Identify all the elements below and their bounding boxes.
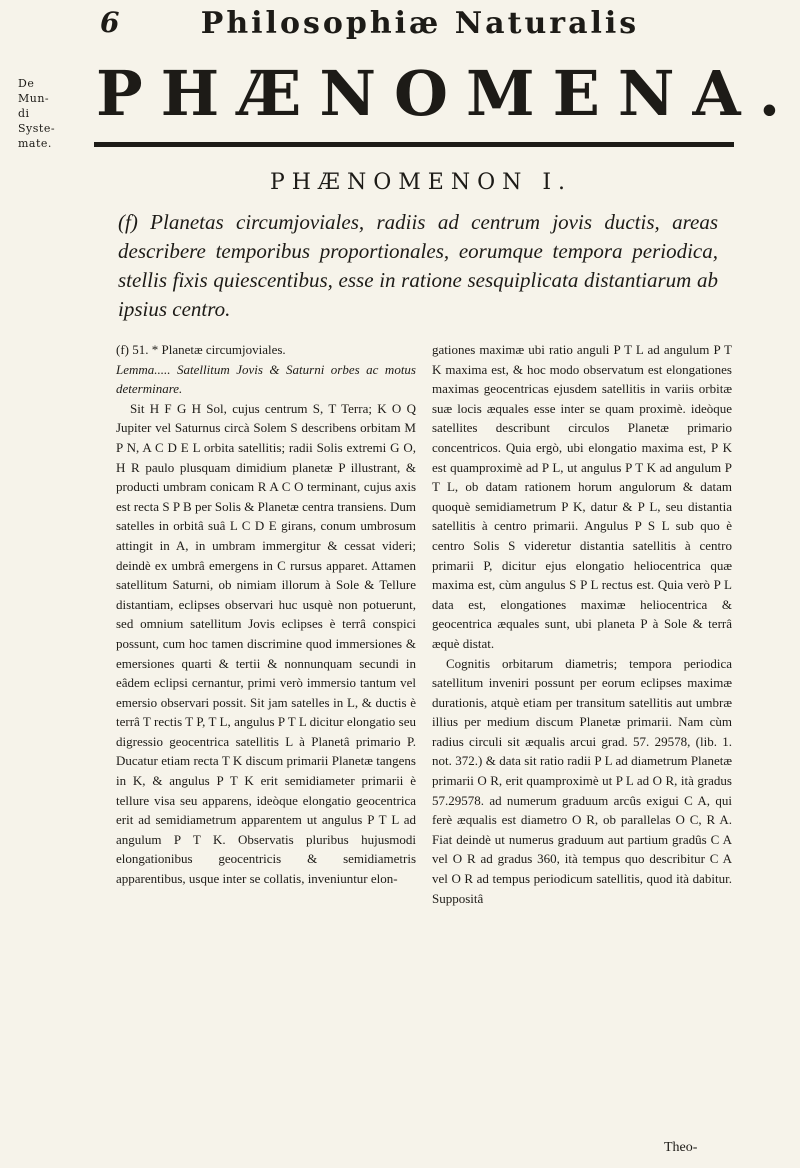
commentary-paragraph: Sit H F G H Sol, cujus centrum S, T Terra; K O Q Jupiter vel Saturnus circà Solem S describens orbitam M P N, A C D E L orbita satellitis; radii Solis extremi G O, H R paulo plusquam dimidium planetæ P illustrant, & producti umbram conicam R A C O terminant, cujus axis est recta S P B per Solis & Planetæ centra transiens. Dum satelles in orbitâ suâ L C D E girans, conum umbrosum attingit in A, in umbram immergitur & cessat videri; deindè ex umbrâ emergens in C rursus apparet. Attamen satellitum Saturni, ob nimiam illorum à Sole & Tellure distantiam, eclipses observari huc usquè non potuerunt, sed omnium satellitum Jovis eclipses è terrâ conspici possunt, cum hoc tamen discrimine quod immersiones & emersiones quarti & tertii & nonnunquam secundi in eâdem eclipsi cernantur, primi verò immersio tantum vel emersio observari possit. Sit jam satelles in L, & ductis è terrâ T rectis T P, T L, angulus P T L dicitur elongatio seu digressio geocentrica satellitis L à Planetâ primario P. Ducatur etiam recta T K discum primarii Planetæ tangens in K, & angulus P T K erit semidiameter primarii è tellure visa seu apparens, ideòque elongatio geocentrica erit ad semidiametrum apparentem ut angulus P T L ad angulum P T K. Observatis pluribus hujusmodi elongationibus geocentricis & semidiametris apparentibus, usque inter se collatis, inveniuntur elon-	[116, 400, 416, 887]
margin-note-line: di Syste-	[18, 107, 56, 135]
proposition-text: (f) Planetas circumjoviales, radiis ad centrum jovis ductis, areas describere temporibus proportionales, eorumque tempora periodica, stellis fixis quiescentibus, esse in ratione sesquiplicata distantiarum ab ipsius centro.	[118, 210, 718, 321]
margin-note-line: De Mun-	[18, 77, 50, 105]
commentary-paragraph: gationes maximæ ubi ratio anguli P T L ad angulum P T K maxima est, & hoc modo observatum est elongationes maximas geocentricas ejusdem satellitis in variis orbitæ suæ locis æquales esse inter se quam proximè. ideòque satellites describunt circulos Planetæ primario concentricos. Quia ergò, ubi elongatio maxima est, P K est quamproximè ad P L, ut angulus P T K ad angulum P T L, ob datam rationem horum angulorum & datam quoquè semidiametrum P K, datur & P L, seu distantia satellitis à centro primarii. Angulus P S L sub quo è centro Solis S videretur distantia satellitis à centro primarii P, dicitur ejus elongatio heliocentrica quæ maxima est, cùm angulus S P L rectus est. Quia verò P L data est, elongationes maximæ heliocentrica & geocentrica æquales sunt, ubi planeta P à Sole & terrâ æquè distat.	[432, 342, 732, 651]
left-column	[116, 340, 416, 889]
page-number: 6	[100, 6, 120, 39]
running-head: Philosophiæ Naturalis	[200, 6, 640, 41]
lemma-text: Lemma..... Satellitum Jovis & Saturni orbes ac motus determinare.	[116, 361, 416, 397]
section-title: PHÆNOMENA.	[96, 57, 799, 130]
commentary-paragraph: Cognitis orbitarum diametris; tempora periodica satellitum inveniri possunt per eorum eclipses maximæ durationis, atquè etiam per transitum satellitis aut umbræ illius per medium discum Planetæ primarii. Nam cùm radius circuli sit æqualis arcui grad. 57. 29578, (lib. 1. not. 372.) & data sit ratio radii P L ad diametrum Planetæ primarii O R, erit quamproximè ut P L ad O R, ità gradus 57.29578. ad numerum graduum arcûs exigui C A, qui ferè æqualis est diametro O R, ob parallelas O C, R A. Fiat deindè ut numerus graduum aut partium gradûs C A vel O R ad gradus 360, ità tempus quo describitur C A vel O R ad tempus periodicum satellitis, quod ità dabitur. Suppositâ	[432, 655, 732, 906]
footnote-ref: (f) 51. * Planetæ circumjoviales.	[116, 342, 286, 357]
catchword: Theo-	[664, 1140, 698, 1155]
margin-note-line: mate.	[18, 137, 52, 150]
phenomenon-title: PHÆNOMENON I.	[269, 170, 573, 195]
right-column	[432, 340, 732, 908]
margin-note	[18, 76, 64, 151]
ornamental-rule	[94, 142, 734, 147]
